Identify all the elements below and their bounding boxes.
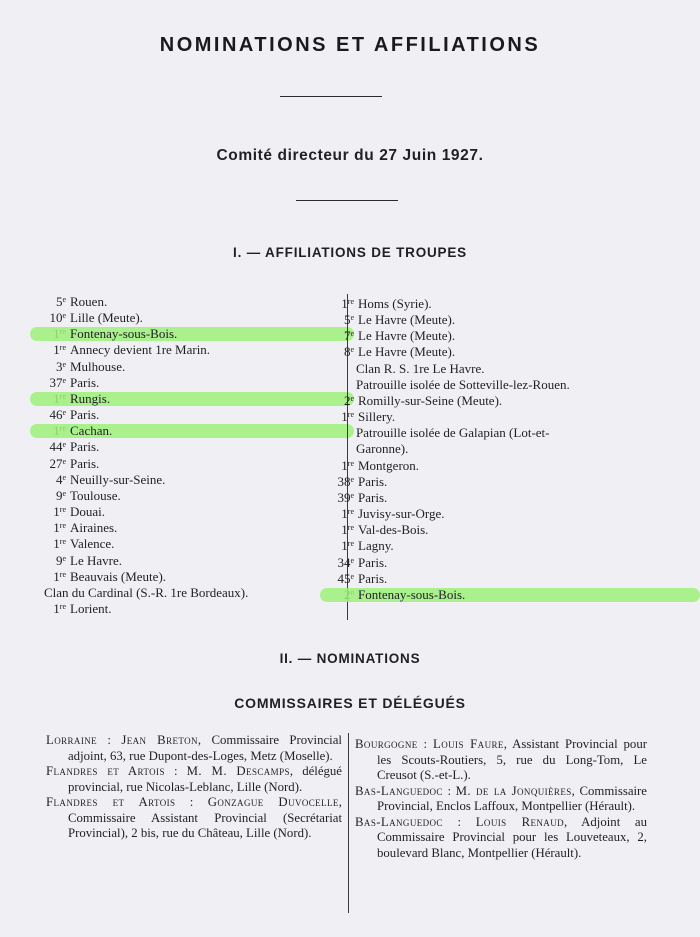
troop-location: Romilly-sur-Seine (Meute). (358, 392, 503, 408)
troop-entry (320, 393, 690, 409)
troop-location: Paris. (70, 374, 100, 390)
troop-ordinal: 1re (53, 504, 66, 520)
affiliations-left-column (44, 294, 344, 617)
nominee-name: Louis Renaud (475, 814, 565, 829)
troop-entry (320, 441, 690, 457)
nominations-right-column (355, 737, 647, 861)
troop-location: Toulouse. (70, 487, 121, 503)
troop-entry (320, 328, 690, 344)
troop-entry (44, 359, 344, 375)
troop-entry (44, 601, 344, 617)
troop-location: Douai. (70, 504, 106, 520)
troop-location: Garonne). (356, 441, 409, 457)
page-title: NOMINATIONS ET AFFILIATIONS (159, 34, 541, 56)
troop-ordinal: 1re (341, 296, 354, 311)
troop-ordinal: 45e (337, 570, 354, 586)
nomination-details: , Commissaire Assistant Provincial (Secrétariat Provincial), 2 bis, rue du Château, Lille (Nord). (68, 795, 342, 840)
troop-entry (320, 312, 690, 328)
troop-entry (44, 456, 344, 472)
nomination-region: Flandres et Artois (46, 795, 176, 809)
troop-location: Rouen. (70, 294, 108, 309)
nomination-region: Bas-Languedoc (355, 783, 443, 798)
troop-location: Lorient. (70, 600, 112, 616)
troop-location: Patrouille isolée de Galapian (Lot-et- (356, 425, 550, 441)
nomination-region: Lorraine (46, 733, 98, 747)
troop-entry (44, 504, 344, 520)
nominations-left-column (46, 733, 342, 842)
troop-ordinal: 7e (343, 328, 354, 344)
troop-location: Le Havre (Meute). (358, 328, 456, 344)
troop-location: Val-des-Bois. (358, 522, 429, 538)
nomination-entry: Flandres et Artois : M. M. Descamps, délégué provincial, rue Nicolas-Leblanc, Lille (Nord). (46, 764, 342, 794)
troop-location: Paris. (358, 570, 388, 586)
troop-entry (44, 310, 344, 326)
troop-location: Fontenay-sous-Bois. (358, 586, 466, 602)
troop-entry (320, 425, 690, 441)
troop-entry (44, 553, 344, 569)
committee-heading: Comité directeur du 27 Juin 1927. (216, 147, 484, 164)
troop-location: Paris. (358, 473, 388, 489)
nomination-details: , Commissaire Provincial, Enclos Laffoux, Montpellier (Hérault). (377, 783, 647, 813)
nomination-details: , Assistant Provincial pour les Scouts-Routiers, 5, rue du Long-Tom, Le Creusot (S.-et-L.). (377, 737, 647, 782)
troop-location: Cachan. (70, 423, 113, 439)
affiliations-right-column (320, 296, 690, 603)
section-2-heading: II. — NOMINATIONS (279, 651, 421, 666)
troop-location: Montgeron. (358, 457, 420, 473)
troop-ordinal: 1re (53, 342, 66, 358)
troop-ordinal: 37e (49, 374, 66, 390)
troop-entry (320, 571, 690, 587)
troop-location: Annecy devient 1re Marin. (70, 342, 211, 358)
troop-entry (320, 458, 690, 474)
troop-ordinal: 34e (337, 554, 354, 570)
troop-location: Juvisy-sur-Orge. (358, 506, 445, 522)
troop-ordinal: 1re (341, 538, 354, 554)
nominee-name: M. de la Jonquières (455, 783, 572, 798)
troop-location: Clan R. S. 1re Le Havre. (356, 360, 485, 376)
troop-location: Paris. (358, 489, 388, 505)
troop-ordinal: 1re (53, 600, 66, 616)
troop-location: Homs (Syrie). (358, 296, 432, 311)
troop-ordinal: 1re (53, 568, 66, 584)
troop-location: Valence. (70, 536, 115, 552)
troop-entry (44, 294, 344, 310)
troop-location: Paris. (358, 554, 388, 570)
troop-entry (320, 474, 690, 490)
divider-middle (296, 200, 398, 201)
troop-ordinal: 38e (337, 473, 354, 489)
troop-entry (44, 585, 344, 601)
nomination-details: , Adjoint au Commissaire Provincial pour les Louveteaux, 2, boulevard Blanc, Montpellier (Hérault). (377, 814, 647, 860)
troop-entry (320, 522, 690, 538)
troop-entry (44, 472, 344, 488)
troop-entry (44, 423, 344, 439)
troop-location: Le Havre (Meute). (358, 312, 456, 328)
nomination-entry: Lorraine : Jean Breton, Commissaire Provincial adjoint, 63, rue Dupont-des-Loges, Metz (Moselle). (46, 733, 342, 763)
nomination-entry: Bourgogne : Louis Faure, Assistant Provincial pour les Scouts-Routiers, 5, rue du Long-Tom, Le Creusot (S.-et-L.). (355, 737, 647, 782)
troop-ordinal: 2e (343, 392, 354, 408)
troop-ordinal: 1re (341, 506, 354, 522)
troop-ordinal: 1re (341, 457, 354, 473)
troop-ordinal: 3e (55, 358, 66, 374)
troop-ordinal: 1re (341, 522, 354, 538)
troop-ordinal: 1re (53, 536, 66, 552)
section-2-subheading: COMMISSAIRES ET DÉLÉGUÉS (234, 695, 466, 711)
troop-location: Paris. (70, 455, 100, 471)
nomination-details: , Commissaire Provincial adjoint, 63, rue Dupont-des-Loges, Metz (Moselle). (68, 733, 342, 763)
troop-entry (44, 569, 344, 585)
troop-ordinal: 10e (49, 310, 66, 326)
troop-ordinal: 8e (343, 344, 354, 360)
troop-location: Lagny. (358, 538, 394, 554)
nominee-name: Gonzague Duvocelle (207, 795, 339, 809)
troop-location: Airaines. (70, 520, 118, 536)
troop-entry (320, 538, 690, 554)
troop-ordinal: 5e (343, 312, 354, 328)
troop-ordinal: 46e (49, 407, 66, 423)
troop-ordinal: 39e (337, 489, 354, 505)
nominee-name: Louis Faure (433, 737, 504, 751)
troop-entry (44, 407, 344, 423)
troop-location: Le Havre (Meute). (358, 344, 456, 360)
troop-entry (44, 520, 344, 536)
troop-entry (44, 536, 344, 552)
troop-location: Patrouille isolée de Sotteville-lez-Rouen. (356, 376, 570, 392)
troop-entry (320, 490, 690, 506)
nomination-region: Flandres et Artois (46, 764, 165, 778)
troop-entry (320, 377, 690, 393)
troop-entry (320, 361, 690, 377)
troop-location: Mulhouse. (70, 358, 126, 374)
nomination-entry: Flandres et Artois : Gonzague Duvocelle, Commissaire Assistant Provincial (Secrétariat Provincial), 2 bis, rue du Château, Lille (Nord). (46, 795, 342, 840)
troop-entry (320, 587, 690, 603)
troop-location: Paris. (70, 407, 100, 423)
troop-ordinal: 5e (55, 294, 66, 309)
troop-entry (320, 506, 690, 522)
troop-entry (44, 326, 344, 342)
troop-entry (44, 391, 344, 407)
nomination-entry: Bas-Languedoc : M. de la Jonquières, Commissaire Provincial, Enclos Laffoux, Montpellier (Hérault). (355, 783, 647, 813)
troop-location: Fontenay-sous-Bois. (70, 326, 178, 342)
troop-entry (44, 439, 344, 455)
troop-ordinal: 1re (53, 520, 66, 536)
troop-location: Sillery. (358, 409, 396, 425)
troop-entry (320, 409, 690, 425)
troop-entry (44, 342, 344, 358)
section-1-heading: I. — AFFILIATIONS DE TROUPES (233, 245, 467, 260)
nomination-entry: Bas-Languedoc : Louis Renaud, Adjoint au Commissaire Provincial pour les Louveteaux, 2, boulevard Blanc, Montpellier (Hérault). (355, 814, 647, 860)
troop-location: Le Havre. (70, 552, 122, 568)
nomination-region: Bas-Languedoc (355, 814, 443, 829)
troop-location: Beauvais (Meute). (70, 568, 167, 584)
nominee-name: Jean Breton (121, 733, 198, 747)
troop-entry (320, 555, 690, 571)
troop-entry (320, 296, 690, 312)
troop-location: Lille (Meute). (70, 310, 143, 326)
troop-ordinal: 9e (55, 552, 66, 568)
troop-entry (44, 375, 344, 391)
nomination-details: , délégué provincial, rue Nicolas-Leblanc, Lille (Nord). (68, 764, 342, 794)
troop-location: Clan du Cardinal (S.-R. 1re Bordeaux). (44, 584, 249, 600)
troop-ordinal: 1re (341, 409, 354, 425)
divider-top (280, 96, 382, 97)
troop-location: Rungis. (70, 390, 111, 406)
troop-entry (320, 344, 690, 360)
nominations-column-divider (348, 733, 349, 913)
troop-ordinal: 9e (55, 487, 66, 503)
troop-ordinal: 27e (49, 455, 66, 471)
troop-entry (44, 488, 344, 504)
troop-ordinal: 4e (55, 471, 66, 487)
troop-ordinal: 44e (49, 439, 66, 455)
troop-location: Neuilly-sur-Seine. (70, 471, 166, 487)
nomination-region: Bourgogne (355, 737, 418, 751)
troop-location: Paris. (70, 439, 100, 455)
nominee-name: M. M. Descamps (186, 764, 290, 778)
